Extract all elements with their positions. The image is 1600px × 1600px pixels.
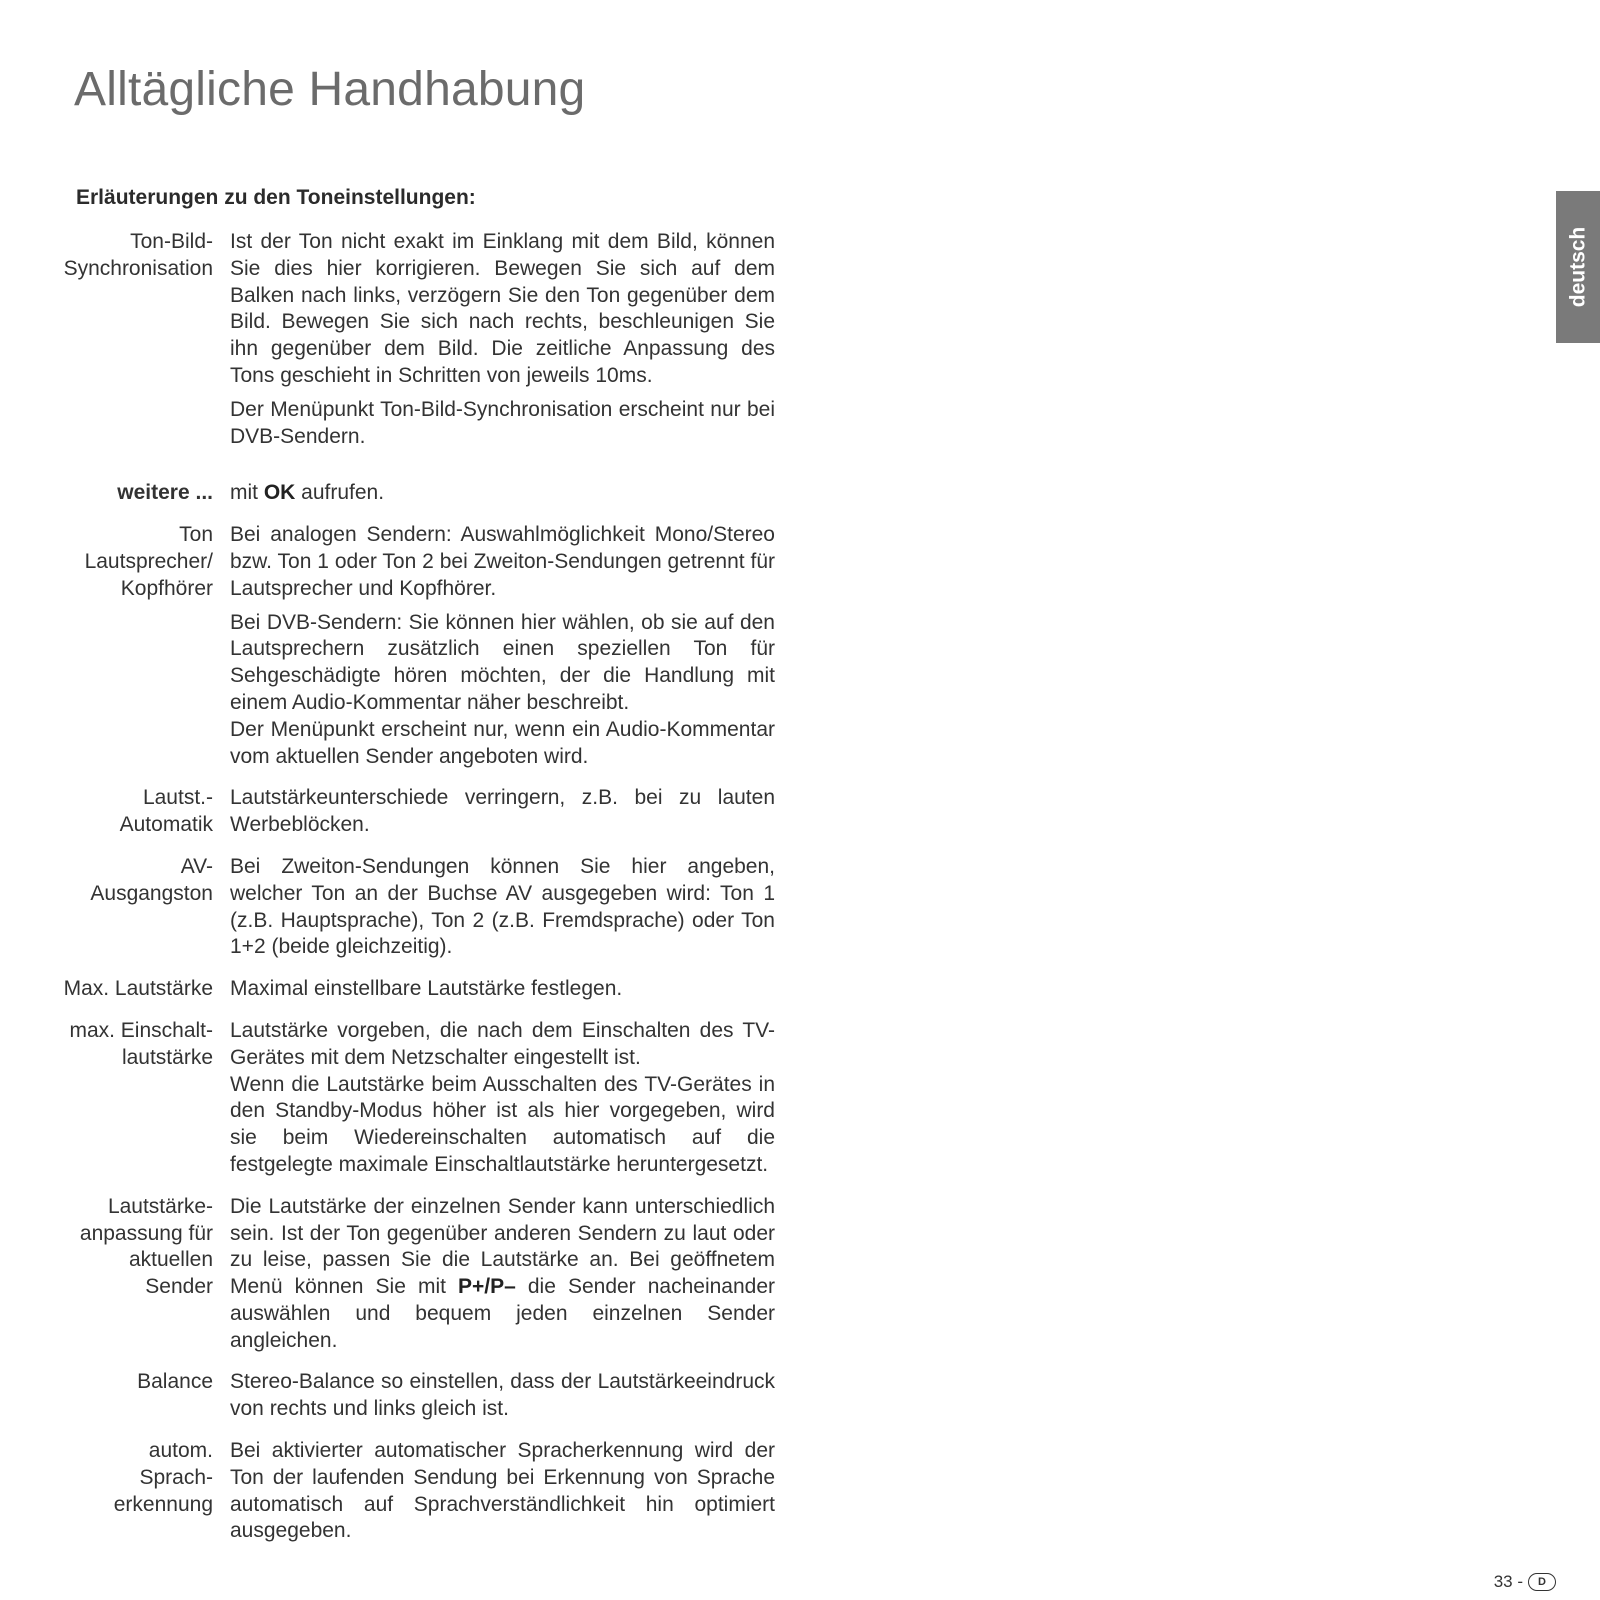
description-paragraph: Bei aktivierter automatischer Spracherkennung wird der Ton der laufenden Sendung bei Erkennung von Sprache automatisch auf Sprachverständlichkeit hin optimiert ausgegeben. <box>230 1439 775 1543</box>
entry-description <box>230 785 775 839</box>
entry-description <box>230 1018 775 1179</box>
settings-description-list <box>58 229 778 1560</box>
description-paragraph: Stereo-Balance so einstellen, dass der Lautstärkeeindruck von rechts und links gleich ist. <box>230 1370 775 1421</box>
entry-description <box>230 480 775 507</box>
text-run: aufrufen. <box>295 481 385 505</box>
description-paragraph <box>230 480 775 507</box>
section-heading: Erläuterungen zu den Toneinstellungen: <box>76 186 476 209</box>
description-paragraph: Maximal einstellbare Lautstärke festlegen. <box>230 977 623 1001</box>
entry-description <box>230 229 775 450</box>
entry-ton-bild-synchronisation <box>58 229 778 450</box>
entry-ton-lautsprecher-kopfhoerer <box>58 522 778 770</box>
entry-balance <box>58 1369 778 1423</box>
description-paragraph: Bei Zweiton-Sendungen können Sie hier angeben, welcher Ton an der Buchse AV ausgegeben wird: Ton 1 (z.B. Hauptsprache), Ton 2 (z.B. Fremdsprache) oder Ton 1+2 (beide gleichzeitig). <box>230 854 775 959</box>
entry-description <box>230 522 775 770</box>
text-run: Die Lautstärke der einzelnen Sender kann unterschiedlich sein. Ist der Ton gegenüber anderen Sendern zu laut oder zu leise, passen Sie die Lautstärke an. Bei geöffnetem Menü können Sie mit <box>230 1194 775 1299</box>
entry-av-ausgangston <box>58 854 778 961</box>
text-run: mit <box>230 481 264 505</box>
description-paragraph: Der Menüpunkt Ton-Bild-Synchronisation erscheint nur bei DVB-Sendern. <box>230 397 775 448</box>
entry-description <box>230 976 775 1003</box>
description-paragraph: Der Menüpunkt erscheint nur, wenn ein Audio-Kommentar vom aktuellen Sender angeboten wird. <box>230 717 775 768</box>
language-tab-label: deutsch <box>1566 226 1590 308</box>
entry-label: Ton Lautsprecher/ Kopfhörer <box>84 523 213 600</box>
entry-label: weitere ... <box>117 481 213 505</box>
entry-description <box>230 1438 775 1545</box>
description-paragraph: Wenn die Lautstärke beim Ausschalten des TV-Gerätes in den Standby-Modus höher ist als hier vorgegeben, wird sie beim Wiedereinschalten automatisch auf die festgelegte maximale Einschaltlautstärke heruntergesetzt. <box>230 1072 775 1176</box>
page-number: 33 - <box>1493 1572 1523 1591</box>
entry-autom-spracherkennung <box>58 1438 778 1545</box>
entry-description <box>230 854 775 961</box>
description-paragraph <box>230 1194 775 1355</box>
description-paragraph: Bei DVB-Sendern: Sie können hier wählen, ob sie auf den Lautsprechern zusätzlich einen speziellen Ton für Sehgeschädigte hören möchten, der die Handlung mit einem Audio-Kommentar näher beschreibt. <box>230 610 775 714</box>
entry-label: Lautst.- Automatik <box>119 786 213 837</box>
language-badge-icon: D <box>1528 1573 1556 1591</box>
entry-weitere <box>58 480 778 507</box>
entry-label: max. Einschalt- lautstärke <box>69 1018 213 1069</box>
language-tab <box>1556 191 1600 343</box>
description-paragraph: Bei analogen Sendern: Auswahlmöglichkeit Mono/Stereo bzw. Ton 1 oder Ton 2 bei Zweiton-Sendungen getrennt für Lautsprecher und Kopfhörer. <box>230 523 775 600</box>
page-footer <box>1494 1572 1556 1592</box>
description-paragraph: Lautstärkeunterschiede verringern, z.B. bei zu lauten Werbeblöcken. <box>230 786 775 837</box>
key-label-ok: OK <box>263 481 296 505</box>
entry-label: Lautstärke- anpassung für aktuellen Sender <box>79 1194 213 1299</box>
entry-label: Ton-Bild- Synchronisation <box>63 230 213 280</box>
entry-label: Max. Lautstärke <box>63 977 213 1001</box>
entry-description <box>230 1369 775 1423</box>
entry-lautstaerkeanpassung <box>58 1194 778 1355</box>
entry-label: autom. Sprach- erkennung <box>113 1439 213 1516</box>
entry-label: Balance <box>137 1370 213 1394</box>
entry-lautst-automatik <box>58 785 778 839</box>
entry-label: AV- Ausgangston <box>90 854 213 905</box>
text-run: die Sender nacheinander auswählen und bequem jeden einzelnen Sender angleichen. <box>230 1275 776 1352</box>
entry-max-lautstaerke <box>58 976 778 1003</box>
description-paragraph: Lautstärke vorgeben, die nach dem Einschalten des TV-Gerätes mit dem Netzschalter eingestellt ist. <box>230 1018 775 1069</box>
page-title: Alltägliche Handhabung <box>74 63 586 116</box>
entry-max-einschaltlautstaerke <box>58 1018 778 1179</box>
entry-description <box>230 1194 775 1355</box>
description-paragraph: Ist der Ton nicht exakt im Einklang mit dem Bild, können Sie dies hier korrigieren. Bewegen Sie sich auf dem Balken nach links, verzögern Sie den Ton gegenüber dem Bild. Bewegen Sie sich nach rechts, beschleunigen Sie ihn gegenüber dem Bild. Die zeitliche Anpassung des Tons geschieht in Schritten von jeweils 10ms. <box>230 230 775 387</box>
key-label-program: P+/P– <box>458 1275 516 1299</box>
